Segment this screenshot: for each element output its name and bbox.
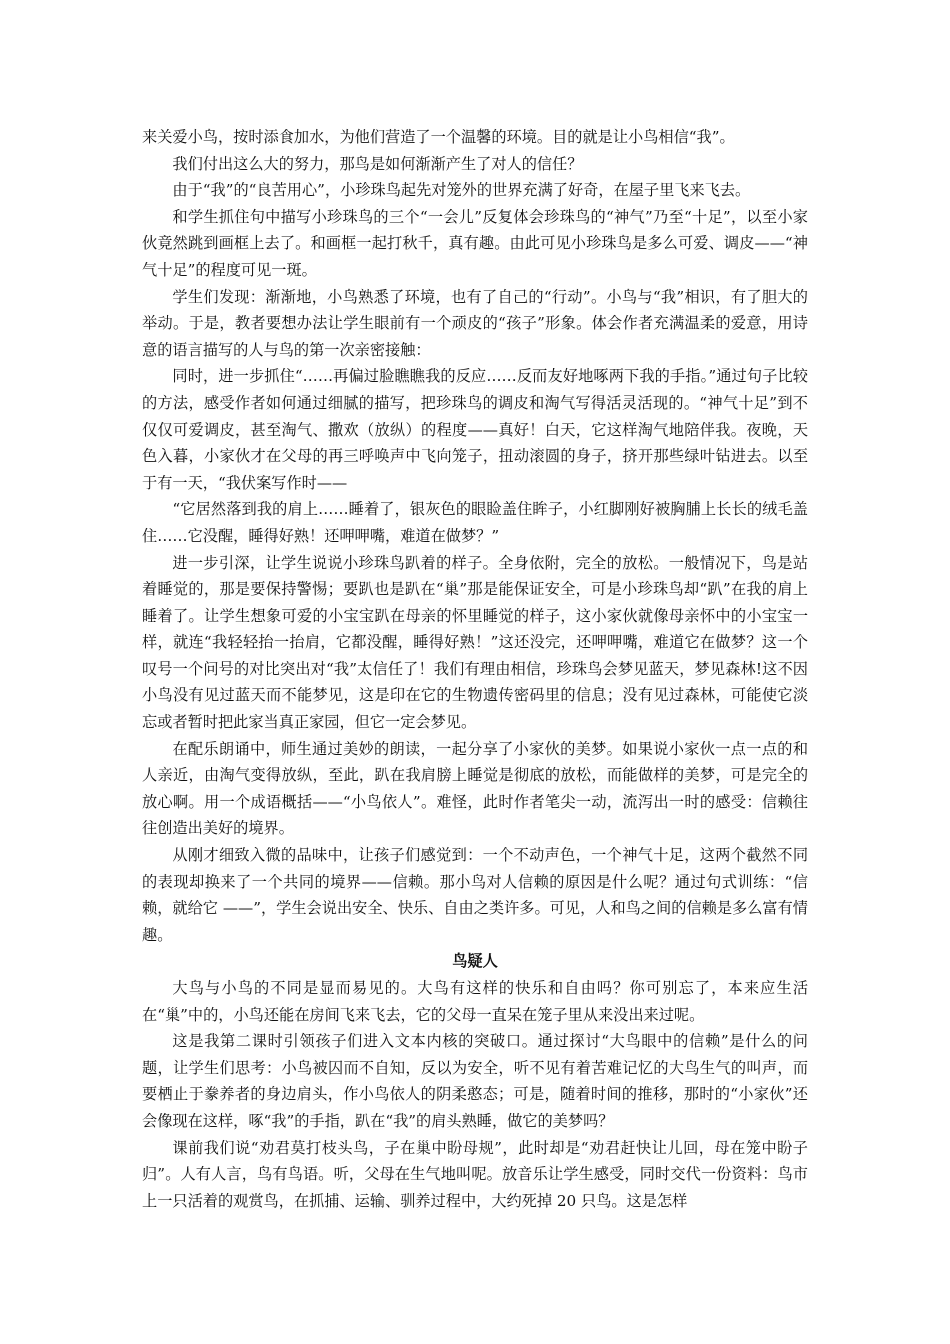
- paragraph: 这是我第二课时引领孩子们进入文本内核的突破口。通过探讨“大鸟眼中的信赖”是什么的问题，让学生们思考：小鸟被囚而不自知，反以为安全，听不见有着苦难记忆的大鸟生气的叫声，而要栖止于豢养者的身边肩头，作小鸟依人的阴柔憨态；可是，随着时间的推移，那时的“小家伙”还会像现在这样，啄“我”的手指，趴在“我”的肩头熟睡，做它的美梦吗？: [142, 1032, 808, 1130]
- paragraph: 在配乐朗诵中，师生通过美妙的朗读，一起分享了小家伙的美梦。如果说小家伙一点一点的和人亲近，由淘气变得放纵，至此，趴在我肩膀上睡觉是彻底的放松，而能做样的美梦，可是完全的放心啊。用一个成语概括——“小鸟依人”。难怪，此时作者笔尖一动，流泻出一时的感受：信赖往往创造出美好的境界。: [142, 739, 808, 838]
- paragraph: 学生们发现：渐渐地，小鸟熟悉了环境，也有了自己的“行动”。小鸟与“我”相识，有了胆大的举动。于是，教者要想办法让学生眼前有一个顽皮的“孩子”形象。体会作者充满温柔的爱意，用诗意的语言描写的人与鸟的第一次亲密接触：: [142, 287, 808, 359]
- quote-paragraph: “它居然落到我的肩上……睡着了，银灰色的眼睑盖住眸子，小红脚刚好被胸脯上长长的绒毛盖住……它没醒，睡得好熟！还呷呷嘴，难道在做梦？”: [142, 500, 808, 545]
- paragraph: 来关爱小鸟，按时添食加水，为他们营造了一个温馨的环境。目的就是让小鸟相信“我”。: [142, 128, 735, 146]
- paragraph: 由于“我”的“良苦用心”，小珍珠鸟起先对笼外的世界充满了好奇，在屋子里飞来飞去。: [172, 181, 751, 200]
- paragraph: 同时，进一步抓住“……再偏过脸瞧瞧我的反应……反而友好地啄两下我的手指。”通过句子比较的方法，感受作者如何通过细腻的描写，把珍珠鸟的调皮和淘气写得活灵活现的。“神气十足”到不仅仅可爱调皮，甚至淘气、撒欢（放纵）的程度——真好！白天，它这样淘气地陪伴我。夜晚，天色入暮，小家伙才在父母的再三呼唤声中飞向笼子，扭动滚圆的身子，挤开那些绿叶钻进去。以至于有一天，“我伏案写作时——: [142, 367, 808, 492]
- paragraph: 和学生抓住句中描写小珍珠鸟的三个“一会儿”反复体会珍珠鸟的“神气”乃至“十足”，以至小家伙竟然跳到画框上去了。和画框一起打秋千，真有趣。由此可见小珍珠鸟是多么可爱、调皮——“神气十足”的程度可见一斑。: [142, 207, 808, 279]
- section-heading: 鸟疑人: [452, 952, 498, 971]
- paragraph: 课前我们说“劝君莫打枝头鸟，子在巢中盼母规”，此时却是“劝君赶快让儿回，母在笼中盼子归”。人有人言，鸟有鸟语。听，父母在生气地叫呢。放音乐让学生感受，同时交代一份资料：鸟市上一只活着的观赏鸟，在抓捕、运输、驯养过程中，大约死掉 20 只鸟。这是怎样: [142, 1138, 808, 1210]
- document-page: [142, 124, 808, 1214]
- paragraph: 我们付出这么大的努力，那鸟是如何渐渐产生了对人的信任？: [172, 154, 583, 173]
- paragraph: 大鸟与小鸟的不同是显而易见的。大鸟有这样的快乐和自由吗？你可别忘了，本来应生活在“巢”中的，小鸟还能在房间飞来飞去，它的父母一直呆在笼子里从来没出来过呢。: [142, 979, 808, 1024]
- paragraph: 进一步引深，让学生说说小珍珠鸟趴着的样子。全身依附，完全的放松。一般情况下，鸟是站着睡觉的，那是要保持警惕；要趴也是趴在“巢”那是能保证安全，可是小珍珠鸟却“趴”在我的肩上睡着了。让学生想象可爱的小宝宝趴在母亲的怀里睡觉的样子，这小家伙就像母亲怀中的小宝宝一样，就连“我轻轻抬一抬肩，它都没醒，睡得好熟！”这还没完，还呷呷嘴，难道它在做梦？这一个叹号一个问号的对比突出对“我”太信任了！我们有理由相信，珍珠鸟会梦见蓝天，梦见森林!这不因小鸟没有见过蓝天而不能梦见，这是印在它的生物遗传密码里的信息；没有见过森林，可能使它淡忘或者暂时把此家当真正家园，但它一定会梦见。: [142, 553, 808, 732]
- paragraph: 从刚才细致入微的品味中，让孩子们感觉到：一个不动声色，一个神气十足，这两个截然不同的表现却换来了一个共同的境界——信赖。那小鸟对人信赖的原因是什么呢？通过句式训练：“信赖，就给它 ——”，学生会说出安全、快乐、自由之类许多。可见，人和鸟之间的信赖是多么富有情趣。: [142, 846, 808, 944]
